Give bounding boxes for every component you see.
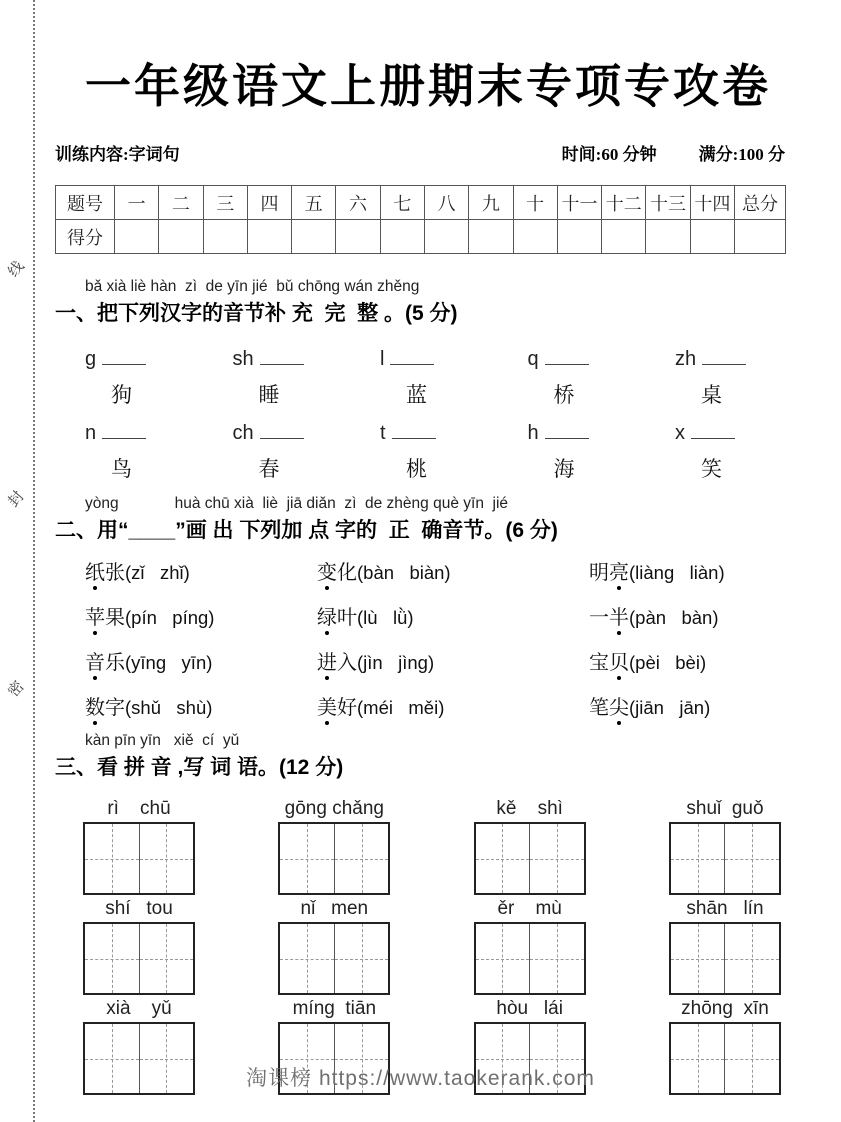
pinyin-options: (méi měi): [357, 697, 445, 718]
score-cell[interactable]: [115, 220, 159, 254]
section1-row2: [85, 422, 785, 483]
answer-blank[interactable]: [545, 363, 589, 365]
initial-letter: zh: [675, 348, 697, 370]
hanzi: 海: [553, 457, 575, 481]
grid-cell[interactable]: [280, 924, 334, 993]
syllable-item: [528, 348, 638, 409]
col-8: 八: [424, 186, 468, 220]
initial-letter: g: [85, 348, 97, 370]
grid-cell[interactable]: [280, 824, 334, 893]
dotted-char: 绿: [317, 601, 337, 630]
word-choice-item[interactable]: 进入(jìn jìng): [317, 646, 589, 691]
initial-letter: t: [380, 422, 386, 444]
dotted-char: 贝: [609, 646, 629, 675]
write-word-unit: [83, 898, 195, 995]
word-pinyin: ěr mù: [497, 898, 562, 919]
col-11: 十一: [557, 186, 601, 220]
page-title: 一年级语文上册期末专项专攻卷: [85, 59, 771, 113]
initial-letter: q: [527, 348, 539, 370]
answer-blank[interactable]: [260, 363, 304, 365]
section3-row1: [83, 798, 781, 895]
hanzi: 鸟: [111, 457, 132, 481]
pinyin-options: (liàng liàn): [629, 562, 725, 583]
score-cell[interactable]: [247, 220, 291, 254]
dotted-char: 纸: [85, 556, 105, 585]
pinyin-options: (pín píng): [125, 607, 215, 628]
training-content-label: 训练内容:字词句: [55, 145, 180, 164]
syllable-item: [380, 348, 490, 409]
grid-cell[interactable]: [139, 824, 194, 893]
col-1: 一: [115, 186, 159, 220]
writing-grid[interactable]: [83, 922, 195, 995]
seal-char-feng: 封: [5, 488, 28, 511]
grid-cell[interactable]: [529, 824, 584, 893]
score-cell[interactable]: [469, 220, 513, 254]
grid-cell[interactable]: [334, 924, 389, 993]
word-pinyin: zhōng xīn: [681, 998, 769, 1019]
syllable-item: [233, 348, 343, 409]
col-6: 六: [336, 186, 380, 220]
col-13: 十三: [646, 186, 690, 220]
writing-grid[interactable]: [278, 822, 390, 895]
section2-items: [85, 556, 785, 736]
score-cell[interactable]: [336, 220, 380, 254]
hanzi: 桥: [553, 383, 575, 407]
word-pinyin: gōng chǎng: [284, 798, 384, 819]
initial-letter: n: [85, 422, 97, 444]
word-choice-item[interactable]: 一半(pàn bàn): [589, 601, 785, 646]
pinyin-options: (bàn biàn): [357, 562, 451, 583]
grid-cell[interactable]: [139, 924, 194, 993]
write-word-unit: [669, 898, 781, 995]
col-4: 四: [247, 186, 291, 220]
col-9: 九: [469, 186, 513, 220]
initial-letter: x: [675, 422, 685, 444]
word-pinyin: shuǐ guǒ: [686, 798, 764, 819]
score-cell[interactable]: [203, 220, 247, 254]
answer-blank[interactable]: [392, 437, 436, 439]
initial-letter: l: [380, 348, 385, 370]
syllable-item: [85, 348, 195, 409]
syllable-item: [528, 422, 638, 483]
pinyin-options: (shǔ shù): [125, 697, 213, 718]
write-word-unit: [474, 898, 586, 995]
seal-dotted-line: [33, 0, 35, 1122]
dotted-char: 美: [317, 691, 337, 720]
hanzi: 睡: [258, 383, 280, 407]
word-choice-item[interactable]: 美好(méi měi): [317, 691, 589, 736]
word-choice-item[interactable]: 变化(bàn biàn): [317, 556, 589, 601]
grid-cell[interactable]: [529, 924, 584, 993]
initial-letter: ch: [232, 422, 254, 444]
writing-grid[interactable]: [278, 922, 390, 995]
section2-pinyin: yòng huà chū xià liè jiā diǎn zì de zhèng què yīn jié: [85, 495, 509, 512]
pinyin-options: (zǐ zhǐ): [125, 562, 190, 583]
score-cell[interactable]: [424, 220, 468, 254]
score-cell[interactable]: [292, 220, 336, 254]
word-choice-item[interactable]: 苹果(pín píng): [85, 601, 317, 646]
write-word-unit: [474, 798, 586, 895]
word-pinyin: kě shì: [496, 798, 563, 819]
dotted-char: 进: [317, 646, 337, 675]
section1-title: 一、把下列汉字的音节补 充 完 整 。(5 分): [55, 302, 458, 325]
time-label: 时间:60 分钟: [561, 145, 657, 164]
section1-pinyin: bǎ xià liè hàn zì de yīn jié bǔ chōng wán zhěng: [85, 278, 420, 295]
pinyin-options: (jìn jìng): [357, 652, 435, 673]
pinyin-options: (jiān jān): [629, 697, 711, 718]
section1-row1: [85, 348, 785, 409]
hanzi: 蓝: [406, 383, 427, 407]
full-score-label: 满分:100 分: [698, 145, 785, 164]
hanzi: 狗: [111, 383, 132, 407]
grid-cell[interactable]: [85, 824, 139, 893]
word-choice-item[interactable]: 数字(shǔ shù): [85, 691, 317, 736]
score-cell[interactable]: [557, 220, 601, 254]
col-2: 二: [159, 186, 203, 220]
grid-cell[interactable]: [724, 924, 779, 993]
grid-cell[interactable]: [334, 824, 389, 893]
answer-blank[interactable]: [260, 437, 304, 439]
word-choice-item[interactable]: 音乐(yīng yīn): [85, 646, 317, 691]
col-5: 五: [292, 186, 336, 220]
write-word-unit: [278, 798, 390, 895]
word-pinyin: míng tiān: [292, 998, 377, 1019]
initial-letter: h: [527, 422, 539, 444]
hanzi: 笑: [701, 457, 722, 481]
word-choice-item[interactable]: 宝贝(pèi bèi): [589, 646, 785, 691]
writing-grid[interactable]: [474, 822, 586, 895]
col-total: 总分: [735, 186, 786, 220]
exam-meta-row: [55, 140, 785, 165]
score-cell[interactable]: [602, 220, 646, 254]
seal-char-mi: 密: [5, 678, 28, 701]
initial-letter: sh: [232, 348, 254, 370]
section2-title: 二、用“____”画 出 下列加 点 字的 正 确音节。(6 分): [55, 519, 558, 542]
write-word-unit: [278, 898, 390, 995]
total-score-cell[interactable]: [735, 220, 786, 254]
answer-blank[interactable]: [545, 437, 589, 439]
score-table-header-row: [56, 186, 786, 220]
score-row-label: 得分: [56, 220, 115, 254]
pinyin-options: (yīng yīn): [125, 652, 213, 673]
dotted-char: 尖: [609, 691, 629, 720]
grid-cell[interactable]: [476, 824, 530, 893]
write-word-unit: [83, 798, 195, 895]
dotted-char: 亮: [609, 556, 629, 585]
section3-pinyin: kàn pīn yīn xiě cí yǔ: [85, 732, 240, 749]
hanzi: 春: [258, 457, 280, 481]
col-10: 十: [513, 186, 557, 220]
pinyin-options: (lù lǜ): [357, 607, 414, 628]
grid-cell[interactable]: [671, 924, 725, 993]
dotted-char: 半: [609, 601, 629, 630]
score-cell[interactable]: [690, 220, 734, 254]
dotted-char: 数: [85, 691, 105, 720]
score-cell[interactable]: [646, 220, 690, 254]
score-cell[interactable]: [380, 220, 424, 254]
word-pinyin: shān lín: [686, 898, 764, 919]
word-choice-item[interactable]: 绿叶(lù lǜ): [317, 601, 589, 646]
col-3: 三: [203, 186, 247, 220]
grid-cell[interactable]: [724, 824, 779, 893]
dotted-char: 苹: [85, 601, 105, 630]
col-12: 十二: [602, 186, 646, 220]
answer-blank[interactable]: [691, 437, 735, 439]
seal-char-xian: 线: [5, 258, 28, 281]
writing-grid[interactable]: [83, 822, 195, 895]
word-pinyin: xià yǔ: [106, 998, 172, 1019]
writing-grid[interactable]: [474, 922, 586, 995]
watermark-footer: 淘课榜 https://www.taokerank.com: [246, 1067, 595, 1090]
pinyin-options: (pèi bèi): [629, 652, 707, 673]
score-cell[interactable]: [159, 220, 203, 254]
word-pinyin: shí tou: [105, 898, 173, 919]
syllable-item: [85, 422, 195, 483]
dotted-char: 音: [85, 646, 105, 675]
section3-row2: [83, 898, 781, 995]
col-7: 七: [380, 186, 424, 220]
word-pinyin: rì chū: [107, 798, 171, 819]
grid-cell[interactable]: [476, 924, 530, 993]
word-pinyin: hòu lái: [496, 998, 563, 1019]
score-table: [55, 185, 786, 254]
syllable-item: [675, 422, 785, 483]
grid-cell[interactable]: [85, 924, 139, 993]
syllable-item: [380, 422, 490, 483]
word-pinyin: nǐ men: [300, 898, 369, 919]
score-table-header-label: 题号: [56, 186, 115, 220]
word-choice-item[interactable]: 纸张(zǐ zhǐ): [85, 556, 317, 601]
section3-title: 三、看 拼 音 ,写 词 语。(12 分): [55, 756, 344, 779]
hanzi: 桃: [406, 457, 427, 481]
answer-blank[interactable]: [702, 363, 746, 365]
col-14: 十四: [690, 186, 734, 220]
answer-blank[interactable]: [102, 363, 146, 365]
answer-blank[interactable]: [390, 363, 434, 365]
writing-grid[interactable]: [669, 822, 781, 895]
score-table-score-row: [56, 220, 786, 254]
writing-grid[interactable]: [669, 922, 781, 995]
pinyin-options: (pàn bàn): [629, 607, 719, 628]
hanzi: 桌: [701, 383, 722, 407]
grid-cell[interactable]: [671, 824, 725, 893]
answer-blank[interactable]: [102, 437, 146, 439]
dotted-char: 变: [317, 556, 337, 585]
write-word-unit: [669, 798, 781, 895]
syllable-item: [675, 348, 785, 409]
syllable-item: [233, 422, 343, 483]
score-cell[interactable]: [513, 220, 557, 254]
word-choice-item[interactable]: 明亮(liàng liàn): [589, 556, 785, 601]
word-choice-item[interactable]: 笔尖(jiān jān): [589, 691, 785, 736]
time-score-labels: [520, 140, 785, 165]
